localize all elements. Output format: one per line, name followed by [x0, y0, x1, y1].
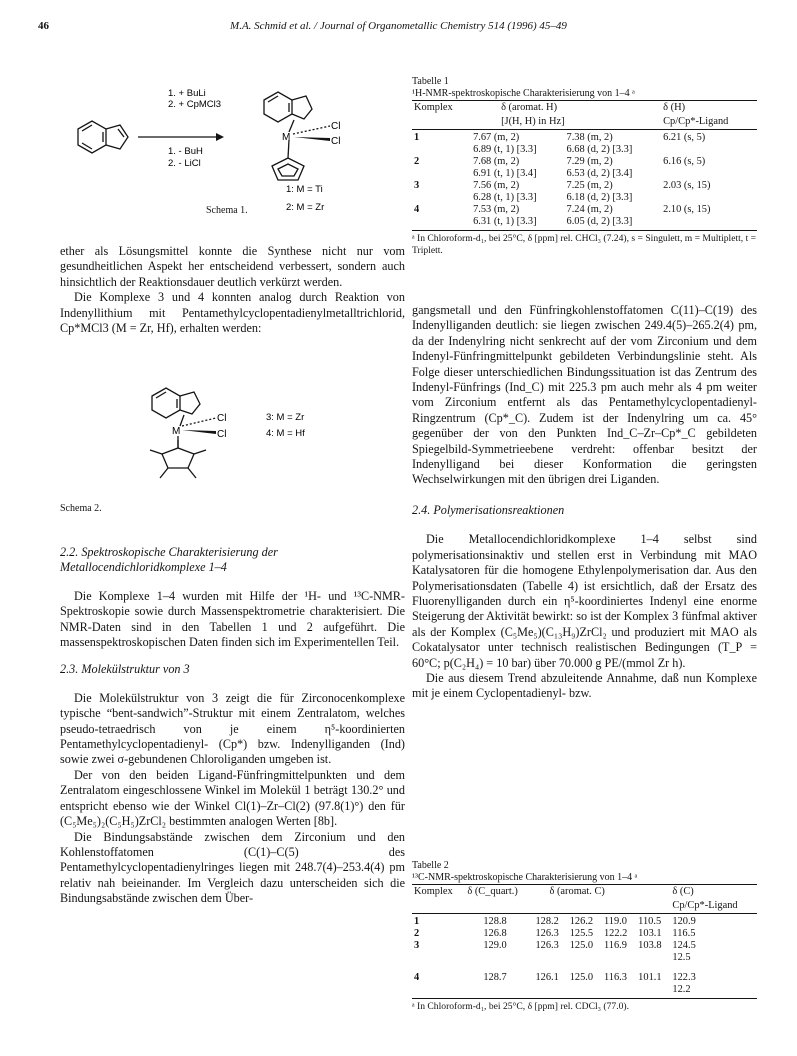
paragraph: Die Komplexe 1–4 wurden mit Hilfe der ¹H- und ¹³C-NMR-Spektroskopie sowie durch Massenspektrometrie charakterisiert. Die NMR-Daten sind in den Tabellen 1 und 2 aufgeführt. Die massenspektroskopischen Daten finden sich im Experimentellen Teil.: [60, 588, 405, 650]
reagent-above-1: 1. + BuLi: [168, 88, 206, 99]
table-row: 2 7.68 (m, 2) 7.29 (m, 2) 6.16 (s, 5): [414, 156, 706, 167]
reagent-above-2: 2. + CpMCl3: [168, 99, 222, 110]
table-row: 2 126.8 126.3 125.5 122.2 103.1 116.5: [414, 928, 696, 939]
section-heading-2-4: 2.4. Polymerisationsreaktionen: [412, 502, 565, 517]
column-subheader: [J(H, H) in Hz]: [471, 115, 661, 130]
column-header: δ (H): [661, 101, 757, 116]
column-header: Komplex: [412, 885, 465, 900]
table-row: 4 7.53 (m, 2) 7.24 (m, 2) 2.10 (s, 15): [414, 204, 711, 215]
page-number: 46: [38, 20, 49, 32]
paragraph: Der von den beiden Ligand-Fünfringmittelpunkten und dem Zentralatom eingeschlossene Winkel im Molekül 1 beträgt 130.2° und entspricht ebenso wie der Winkel Cl(1)–Zr–Cl(2) (97.8(1)°) den für (C₅Me₅)₂(C₅H₅)ZrCl₂ bestimmten analogen Werten [8b].: [60, 767, 405, 829]
table-row: 4 128.7 126.1 125.0 116.3 101.1 122.3: [414, 972, 696, 983]
compound-label-2: 2: M = Zr: [286, 202, 325, 213]
column-subheader: Cp/Cp*-Ligand: [661, 115, 757, 130]
column-subheader: Cp/Cp*-Ligand: [670, 899, 757, 914]
table-2-label: Tabelle 2: [412, 860, 449, 871]
paragraph: Die Bindungsabstände zwischen dem Zirconium und den Kohlenstoffatomen (C(1)–C(5) des Pentamethylcyclopentadienylringes liegen mit 248.7(4)–253.4(4) pm relativ nah beieinander. Im Vergleich dazu unterscheiden sich die Bindungsabstände zwischen dem Über-: [60, 829, 405, 906]
paragraph: ether als Lösungsmittel konnte die Synthese nicht nur vom gesundheitlichen Aspekt her entscheidend verbessert, sondern auch hinsichtlich der Reaktionsdauer deutlich verkürzt werden.: [60, 244, 405, 289]
cl-label-2: Cl: [331, 136, 341, 147]
metallocene-structure-2: [150, 388, 216, 478]
table-2-title: ¹³C-NMR-spektroskopische Charakterisierung von 1–4 ᵃ: [412, 872, 638, 883]
table-row: 3 129.0 126.3 125.0 116.9 103.8 124.5: [414, 940, 696, 951]
compound-label-1: 1: M = Ti: [286, 184, 323, 195]
column-subheader: [412, 115, 471, 130]
section-heading-2-2: 2.2. Spektroskopische Charakterisierung der Metallocendichloridkomplexe 1–4: [60, 545, 278, 575]
indene-structure: [78, 121, 128, 153]
arrow-head: [216, 133, 224, 141]
left-column-top: [60, 244, 405, 336]
right-column: [412, 303, 757, 702]
table-row: 3 7.56 (m, 2) 7.25 (m, 2) 2.03 (s, 15): [414, 180, 711, 191]
paragraph: Die aus diesem Trend abzuleitende Annahme, daß nun Komplexe mit je einem Cyclopentadienyl- bzw.: [412, 670, 757, 701]
scheme-1-caption: Schema 1.: [206, 205, 248, 216]
table-2: [412, 860, 757, 1013]
table-row: 12.5: [672, 952, 691, 963]
table-2-footnote: ᵃ In Chloroform-d₁, bei 25°C, δ [ppm] rel. CDCl₃ (77.0).: [412, 1001, 629, 1012]
table-1-label: Tabelle 1: [412, 76, 449, 87]
table-1-grid: [412, 100, 757, 228]
column-header: δ (C_quart.): [465, 885, 533, 900]
cl-label-1: Cl: [331, 121, 341, 132]
paragraph: gangsmetall und den Fünfringkohlenstoffatomen C(11)–C(19) des Indenylliganden deutlich: sie liegen zwischen 249.4(5)–265.2(4) pm, da der Indenylring nicht senkrecht auf der vom Zirconium und dem Indenyl-Fünfringmittelpunkt gebildeten Verbindungslinie steht. Als Folge dieser unterschiedlichen Bindungssituation ist das Zentrum des Indenyl-Fünfrings (Ind_C) mit 225.3 pm auch mehr als 4 pm weiter vom Zirconium entfernt als das Pentamethylcyclopentadienyl-Ringzentrum (Cp*_C). Zudem ist der Indenylring um ca. 45° gegenüber der von den Punkten Ind_C–Zr–Cp*_C gebildeten Spiegelbild-Symmetrieebene verdreht: offenbar besitzt der Indenylligand bei dieser Konformation die geringsten Wechselwirkungen mit den übrigen drei Liganden.: [412, 303, 757, 487]
cl-label-3: Cl: [217, 413, 227, 424]
section-heading-2-3: 2.3. Molekülstruktur von 3: [60, 662, 190, 677]
left-column-bottom: [60, 545, 405, 907]
table-rule: [412, 998, 757, 999]
scheme-2: [120, 384, 340, 484]
reagent-below-2: 2. - LiCl: [168, 158, 201, 169]
running-head: M.A. Schmid et al. / Journal of Organometallic Chemistry 514 (1996) 45–49: [230, 20, 567, 32]
scheme-2-caption: Schema 2.: [60, 503, 102, 514]
reagent-below-1: 1. - BuH: [168, 146, 203, 157]
table-rule: [412, 230, 757, 231]
column-header: δ (aromat. C): [533, 885, 670, 900]
table-row: 1 128.8 128.2 126.2 119.0 110.5 120.9: [414, 916, 696, 927]
paragraph: Die Metallocendichloridkomplexe 1–4 selbst sind polymerisationsinaktiv und stellen erst in Verbindung mit MAO Katalysatoren für die homogene Ethylenpolymerisation dar. Aus den Polymerisationsdaten (Tabelle 4) ist ersichtlich, daß der Ersatz des Fluorenylliganden durch ein η⁵-koordiniertes Indenyl eine enorme Steigerung der Aktivität bewirkt: so ist der Komplex 3 fünfmal aktiver als der Komplex (C₅Me₅)(C₁₃H₉)ZrCl₂ und produziert mit MAO als Cokatalysator unter technisch realistischen Bedingungen (T_P = 60°C; p(C₂H₄) = 10 bar) über 70.000 g PE/(mmol Zr h).: [412, 532, 757, 670]
paragraph: Die Komplexe 3 und 4 konnten analog durch Reaktion von Indenyllithium mit Pentamethylcyclopentadienylmetalltrichlorid, Cp*MCl3 (M = Zr, Hf), erhalten werden:: [60, 290, 405, 336]
table-1-footnote: ᵃ In Chloroform-d₁, bei 25°C, δ [ppm] rel. CHCl₃ (7.24), s = Singulett, m = Multiplett, t = Triplett.: [412, 233, 757, 256]
paragraph: Die Molekülstruktur von 3 zeigt die für Zirconocenkomplexe typische “bent-sandwich”-Struktur mit einem Zentralatom, welches pseudo-tetraedrisch von je einem η⁵-koordinierten Pentamethylcyclopentadienyl- (Cp*) bzw. Indenylliganden (Ind) sowie zwei σ-gebundenen Chloroliganden umgeben ist.: [60, 690, 405, 767]
table-row: 1 7.67 (m, 2) 7.38 (m, 2) 6.21 (s, 5): [414, 132, 706, 143]
table-1: [412, 76, 757, 256]
compound-label-3: 3: M = Zr: [266, 412, 305, 423]
table-2-grid: [412, 884, 757, 996]
table-row: 6.89 (t, 1) [3.3] 6.68 (d, 2) [3.3]: [473, 144, 633, 155]
metal-label-2: M: [172, 426, 181, 437]
table-row: 6.28 (t, 1) [3.3] 6.18 (d, 2) [3.3]: [473, 192, 633, 203]
metal-label: M: [282, 132, 291, 143]
cl-label-4: Cl: [217, 429, 227, 440]
table-row: 6.91 (t, 1) [3.4] 6.53 (d, 2) [3.4]: [473, 168, 633, 179]
table-1-title: ¹H-NMR-spektroskopische Charakterisierung von 1–4 ᵃ: [412, 88, 635, 99]
metallocene-structure-1: [264, 92, 330, 180]
table-row: 6.31 (t, 1) [3.3] 6.05 (d, 2) [3.3]: [473, 216, 633, 227]
compound-label-4: 4: M = Hf: [266, 428, 305, 439]
column-header: Komplex: [412, 101, 471, 116]
column-header: δ (aromat. H): [471, 101, 661, 116]
column-header: δ (C): [670, 885, 757, 900]
table-row: 12.2: [672, 984, 691, 995]
